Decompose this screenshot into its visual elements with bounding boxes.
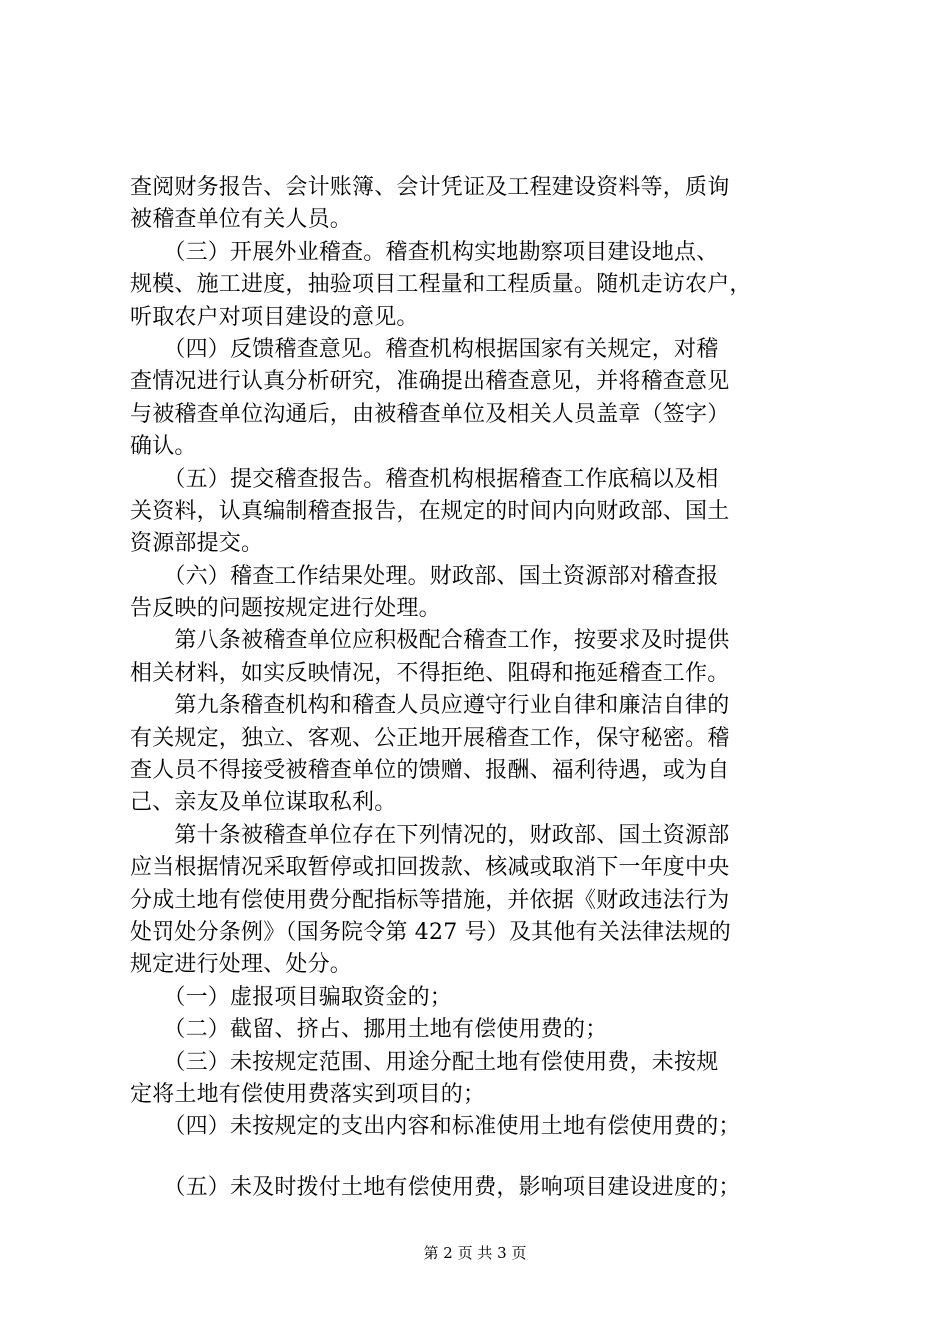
text-line: 定将土地有偿使用费落实到项目的； — [130, 1081, 486, 1107]
text-line: 告反映的问题按规定进行处理。 — [130, 596, 441, 622]
text-line: （三）开展外业稽查。稽查机构实地勘察项目建设地点、 — [130, 239, 719, 265]
text-line: 相关材料，如实反映情况，不得拒绝、阻碍和拖延稽查工作。 — [130, 660, 730, 686]
text-line: 己、亲友及单位谋取私利。 — [130, 790, 397, 816]
text-line: （一）虚报项目骗取资金的； — [130, 984, 453, 1010]
page-number-label: 第 2 页 共 3 页 — [423, 1244, 527, 1262]
text-line: （二）截留、挤占、挪用土地有偿使用费的； — [130, 1017, 608, 1043]
text-line: 第八条被稽查单位应积极配合稽查工作，按要求及时提供 — [130, 628, 730, 654]
text-line: 第十条被稽查单位存在下列情况的，财政部、国土资源部 — [130, 822, 730, 848]
text-line: （六）稽查工作结果处理。财政部、国土资源部对稽查报 — [130, 563, 719, 589]
text-line: 处罚处分条例》（国务院令第 427 号）及其他有关法律法规的 — [130, 919, 731, 945]
text-line: （五）提交稽查报告。稽查机构根据稽查工作底稿以及相 — [130, 466, 719, 492]
text-line: 规模、施工进度，抽验项目工程量和工程质量。随机走访农户， — [130, 272, 752, 298]
text-line: 听取农户对项目建设的意见。 — [130, 304, 419, 330]
text-line: 与被稽查单位沟通后，由被稽查单位及相关人员盖章（签字） — [130, 401, 730, 427]
text-line: 关资料，认真编制稽查报告，在规定的时间内向财政部、国土 — [130, 498, 730, 524]
text-line: 分成土地有偿使用费分配指标等措施，并依据《财政违法行为 — [130, 887, 730, 913]
paragraph-gap — [130, 1144, 830, 1172]
text-line: （三）未按规定范围、用途分配土地有偿使用费，未按规 — [130, 1049, 719, 1075]
text-line: 规定进行处理、处分。 — [130, 952, 353, 978]
text-line: 查阅财务报告、会计账簿、会计凭证及工程建设资料等，质询 — [130, 175, 730, 200]
text-line: 查人员不得接受被稽查单位的馈赠、报酬、福利待遇，或为自 — [130, 758, 730, 784]
text-line: 应当根据情况采取暂停或扣回拨款、核减或取消下一年度中央 — [130, 855, 730, 881]
text-line: 确认。 — [130, 434, 197, 460]
text-line: 有关规定，独立、客观、公正地开展稽查工作，保守秘密。稽 — [130, 725, 730, 751]
text-line: 查情况进行认真分析研究，准确提出稽查意见，并将稽查意见 — [130, 369, 730, 395]
text-line: 资源部提交。 — [130, 531, 264, 557]
document-body — [130, 172, 830, 1204]
page-footer — [0, 1243, 950, 1263]
text-line: （四）未按规定的支出内容和标准使用土地有偿使用费的； — [130, 1114, 741, 1140]
text-line: 被稽查单位有关人员。 — [130, 207, 353, 233]
text-line-last: （五）未及时拨付土地有偿使用费，影响项目建设进度的； — [130, 1174, 741, 1200]
text-line: （四）反馈稽查意见。稽查机构根据国家有关规定，对稽 — [130, 336, 719, 362]
text-line: 第九条稽查机构和稽查人员应遵守行业自律和廉洁自律的 — [130, 693, 730, 719]
